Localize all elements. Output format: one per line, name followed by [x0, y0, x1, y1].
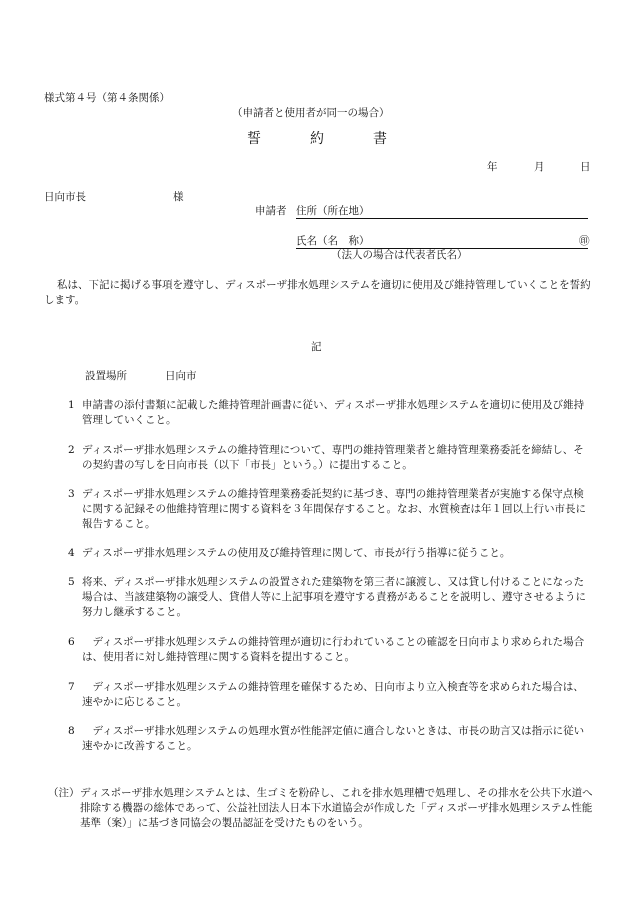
seal-mark: ㊞	[579, 235, 590, 247]
page-title	[0, 129, 630, 149]
list-item	[68, 575, 593, 621]
item-number: 2	[68, 444, 75, 456]
list-item	[68, 724, 593, 754]
item-text: ディスポーザ排水処理システムの維持管理業務委託契約に基づき、専門の維持管理業者が実施する保守点検に関する記録その他維持管理に関する資料を３年間保存すること。なお、水質検査は年１回以上行い市長に報告すること。	[82, 488, 586, 531]
date-year: 年	[487, 161, 498, 173]
addressee-honorific: 様	[173, 191, 184, 203]
title-char-3: 書	[373, 131, 387, 147]
item-number: 4	[68, 547, 75, 559]
list-item	[68, 546, 593, 561]
item-number: 6	[68, 636, 75, 648]
item-text: ディスポーザ排水処理システムの維持管理を確保するため、日向市より立入検査等を求められた場合は、速やかに応じること。	[82, 681, 584, 709]
date-day: 日	[580, 161, 591, 173]
location-value: 日向市	[165, 370, 197, 382]
location-label: 設置場所	[85, 370, 127, 382]
item-number: 5	[68, 576, 75, 588]
list-item	[68, 635, 593, 665]
footnote-label: （注）	[48, 787, 80, 799]
item-number: 3	[68, 488, 75, 500]
address-label: 住所（所在地）	[296, 205, 370, 217]
footnote	[48, 786, 598, 832]
item-text: 将来、ディスポーザ排水処理システムの設置された建築物を第三者に譲渡し、又は貸し付けることになった場合は、当該建築物の譲受人、貸借人等に上記事項を遵守する責務があることを説明し、遵守させるように努力し継承すること。	[82, 576, 586, 619]
title-char-2: 約	[310, 131, 324, 147]
footnote-text: ディスポーザ排水処理システムとは、生ゴミを粉砕し、これを排水処理槽で処理し、その排水を公共下水道へ排除する機器の総体であって、公益社団法人日本下水道協会が作成した「ディスポーザ排水処理システム性能基準（案）」に基づき同協会の製品認証を受けたものをいう。	[80, 787, 593, 830]
addressee-name: 日向市長	[44, 191, 86, 203]
item-number: 1	[68, 399, 75, 411]
form-number: 様式第４号（第４条関係）	[44, 92, 170, 104]
intro-paragraph: 私は、下記に掲げる事項を遵守し、ディスポーザ排水処理システムを適切に使用及び維持管理していくことを誓約します。	[44, 279, 591, 307]
item-text: ディスポーザ排水処理システムの維持管理について、専門の維持管理業者と維持管理業務委託を締結し、その契約書の写しを日向市長（以下「市長」という。）に提出すること。	[82, 444, 584, 472]
list-item	[68, 443, 593, 473]
item-text: 申請書の添付書類に記載した維持管理計画書に従い、ディスポーザ排水処理システムを適切に使用及び維持管理していくこと。	[82, 399, 585, 427]
item-number: 8	[68, 725, 75, 737]
date-month: 月	[534, 161, 545, 173]
list-item	[68, 680, 593, 710]
item-text: ディスポーザ排水処理システムの処理水質が性能評定値に適合しないときは、市長の助言又は指示に従い速やかに改善すること。	[82, 725, 585, 753]
applicant-role: 申請者	[255, 205, 287, 217]
item-text: ディスポーザ排水処理システムの使用及び維持管理に関して、市長が行う指導に従うこと。	[82, 547, 511, 559]
list-item	[68, 398, 593, 428]
ki-heading: 記	[311, 341, 322, 353]
list-item	[68, 487, 593, 533]
address-line	[296, 218, 588, 219]
corporate-note: （法人の場合は代表者氏名）	[331, 249, 468, 261]
item-text: ディスポーザ排水処理システムの維持管理が適切に行われていることの確認を日向市より求められた場合は、使用者に対し維持管理に関する資料を提出すること。	[82, 636, 585, 664]
name-label: 氏名（名 称）	[296, 235, 370, 247]
item-number: 7	[68, 681, 75, 693]
subtitle: （申請者と使用者が同一の場合）	[232, 107, 390, 119]
title-char-1: 誓	[247, 131, 261, 147]
